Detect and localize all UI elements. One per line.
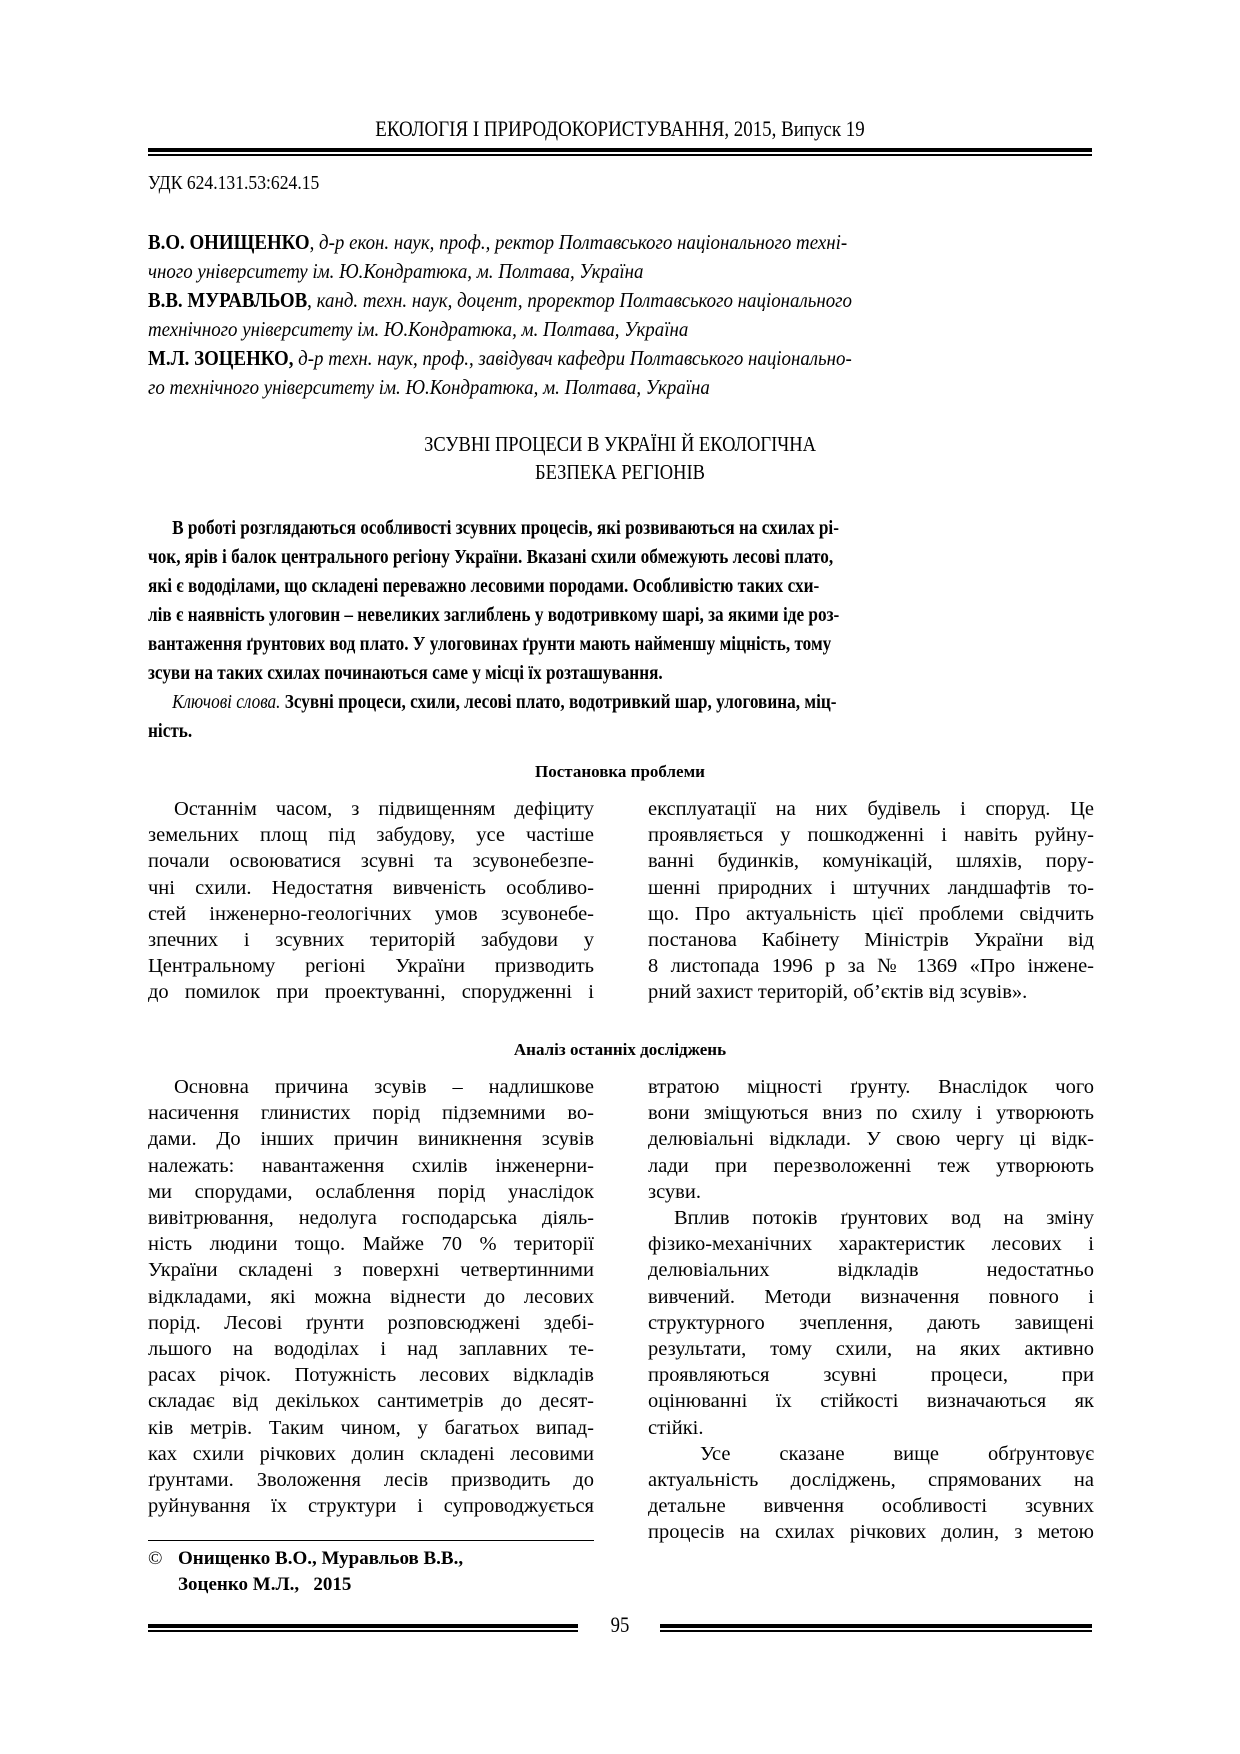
text-line: почали освоюватися зсувні та зсувонебезпе- <box>148 850 594 873</box>
copyright-authors: Онищенко В.О., Муравльов В.В., <box>178 1548 464 1569</box>
text-line: України складені з поверхні четвертинними <box>148 1259 594 1282</box>
text-line: актуальність досліджень, спрямованих на <box>648 1469 1094 1492</box>
author-name: В.В. МУРАВЛЬОВ <box>148 288 308 312</box>
text-line: зпечних і зсувних територій забудови у <box>148 929 594 952</box>
text-line: проявляється у пошкодженні і навіть руйну- <box>648 824 1094 847</box>
text-line: ґрунтами. Зволоження лесів призводить до <box>148 1469 594 1492</box>
running-header-title: ЕКОЛОГІЯ І ПРИРОДОКОРИСТУВАННЯ, 2015, Випуск 19 <box>375 116 865 141</box>
copyright-authors-cont: Зоценко М.Л., 2015 <box>178 1574 352 1595</box>
keywords-line-cont: ність. <box>148 720 193 742</box>
copyright-icon: © <box>148 1548 163 1569</box>
paper-title <box>148 430 1092 486</box>
text-line: льшого на вододілах і над заплавних те- <box>148 1338 594 1361</box>
keywords-label: Ключові слова. <box>172 691 281 713</box>
text-line: втратою міцності ґрунту. Внаслідок чого <box>648 1076 1094 1098</box>
text-line: належать: навантаження схилів інженерни- <box>148 1154 594 1177</box>
text-line: Останнім часом, з підвищенням дефіциту <box>174 798 594 820</box>
keywords-text: Зсувні процеси, схили, лесові плато, водотривкий шар, улоговина, міц- <box>280 691 837 713</box>
text-line: процесів на схилах річкових долин, з метою <box>648 1521 1094 1544</box>
text-line: постанова Кабінету Міністрів України від <box>648 929 1094 952</box>
author-affiliation: д-р техн. наук, проф., завідувач кафедри Полтавського національно- <box>298 346 852 370</box>
text-line: рний захист територій, об’єктів від зсувів». <box>648 981 1028 1004</box>
text-line: лади при перезволоженні теж утворюють <box>648 1154 1094 1177</box>
text-line: вивчений. Методи визначення повного і <box>648 1285 1094 1308</box>
section-2-left-column <box>148 1074 594 1519</box>
text-line: ках схили річкових долин складені лесовими <box>148 1442 594 1465</box>
udk-code: УДК 624.131.53:624.15 <box>148 172 320 194</box>
keywords-line <box>148 688 960 717</box>
author-affiliation: канд. техн. наук, доцент, проректор Полтавського національного <box>316 288 852 312</box>
text-line: стей інженерно-геологічних умов зсувонебе- <box>148 902 594 925</box>
abstract <box>148 514 1092 746</box>
section-1-right-column <box>648 796 1094 1006</box>
text-line: руйнування їх структури і супроводжується <box>148 1495 594 1518</box>
abstract-line: вантаження ґрунтових вод плато. У улоговинах ґрунти мають найменшу міцність, тому <box>148 633 832 655</box>
text-line: делювіальних відкладів недостатньо <box>648 1259 1094 1282</box>
text-line: Усе сказане вище обґрунтовує <box>700 1442 1094 1465</box>
author-name: М.Л. ЗОЦЕНКО, <box>148 346 294 370</box>
copyright-notice <box>148 1546 608 1598</box>
text-line: Вплив потоків ґрунтових вод на зміну <box>674 1207 1094 1230</box>
author-entry <box>148 228 1092 286</box>
text-line: що. Про актуальність цієї проблеми свідчить <box>648 902 1094 925</box>
text-line: ків метрів. Таким чином, у багатьох випад- <box>148 1416 594 1439</box>
paper-title-line: БЕЗПЕКА РЕГІОНІВ <box>535 460 705 484</box>
text-line: земельних площ під забудову, усе частіше <box>148 824 594 847</box>
text-line: оцінюванні їх стійкості визначаються як <box>648 1390 1094 1413</box>
footnote-rule <box>148 1540 594 1541</box>
section-heading: Постановка проблеми <box>535 762 705 781</box>
text-line: детальне вивчення особливості зсувних <box>648 1495 1094 1518</box>
author-list <box>148 228 1092 402</box>
footer-double-rule-right <box>660 1624 1092 1628</box>
text-line: стійкі. <box>648 1416 704 1439</box>
text-line: ванні будинків, комунікацій, шляхів, пору- <box>648 850 1094 873</box>
section-2-right-column <box>648 1074 1094 1546</box>
separator: , <box>309 230 320 254</box>
text-line: насичення глинистих порід підземними во- <box>148 1102 594 1125</box>
author-entry <box>148 344 1092 402</box>
author-affiliation: д-р екон. наук, проф., ректор Полтавського національного техні- <box>319 230 848 254</box>
author-affiliation-cont: го технічного університету ім. Ю.Кондратюка, м. Полтава, Україна <box>148 375 710 399</box>
section-heading: Аналіз останніх досліджень <box>513 1040 727 1059</box>
text-line: експлуатації на них будівель і споруд. Це <box>648 798 1094 820</box>
text-line: вивітрювання, недолуга господарська діяль- <box>148 1207 594 1230</box>
abstract-line: зсуви на таких схилах починаються саме у місці їх розташування. <box>148 662 663 684</box>
section-1-left-column <box>148 796 594 1006</box>
text-line: шенні природних і штучних ландшафтів то- <box>648 876 1094 899</box>
text-line: результати, тому схили, на яких активно <box>648 1338 1094 1361</box>
author-name: В.О. ОНИЩЕНКО <box>148 230 310 254</box>
author-affiliation-cont: технічного університету ім. Ю.Кондратюка, м. Полтава, Україна <box>148 317 689 341</box>
separator: , <box>307 288 317 312</box>
text-line: Основна причина зсувів – надлишкове <box>174 1076 594 1098</box>
text-line: 8 листопада 1996 р за № 1369 «Про інжене- <box>648 955 1094 978</box>
text-line: делювіальні відклади. У свою чергу ці відк- <box>648 1128 1094 1151</box>
abstract-line: чок, ярів і балок центрального регіону України. Вказані схили обмежують лесові плато, <box>148 546 834 568</box>
header-double-rule <box>148 148 1092 152</box>
text-line: до помилок при проектуванні, спорудженні і <box>148 981 594 1004</box>
text-line: вони зміщуються вниз по схилу і утворюють <box>648 1102 1094 1125</box>
page-number: 95 <box>610 1612 630 1637</box>
author-entry <box>148 286 1092 344</box>
text-line: порід. Лесові ґрунти розповсюджені здебі- <box>148 1311 594 1334</box>
abstract-line: лів є наявність улоговин – невеликих заглиблень у водотривкому шарі, за якими іде роз- <box>148 604 840 626</box>
text-line: ми спорудами, ослаблення порід унаслідок <box>148 1180 594 1203</box>
text-line: зсуви. <box>648 1180 701 1203</box>
abstract-line: В роботі розглядаються особливості зсувних процесів, які розвиваються на схилах рі- <box>172 517 839 539</box>
text-line: проявляються зсувні процеси, при <box>648 1364 1094 1387</box>
footer-double-rule-left <box>148 1624 578 1628</box>
paper-title-line: ЗСУВНІ ПРОЦЕСИ В УКРАЇНІ Й ЕКОЛОГІЧНА <box>424 432 816 456</box>
text-line: складає від декількох сантиметрів до десят- <box>148 1390 594 1413</box>
text-line: Центральному регіоні України призводить <box>148 955 594 978</box>
text-line: чні схили. Недостатня вивченість особливо- <box>148 876 594 899</box>
text-line: відкладами, які можна віднести до лесових <box>148 1285 594 1308</box>
text-line: дами. До інших причин виникнення зсувів <box>148 1128 594 1151</box>
text-line: структурного зчеплення, дають завищені <box>648 1311 1094 1334</box>
abstract-line: які є вододілами, що складені переважно лесовими породами. Особливістю таких схи- <box>148 575 820 597</box>
text-line: фізико-механічних характеристик лесових і <box>648 1233 1094 1256</box>
text-line: расах річок. Потужність лесових відкладів <box>148 1364 594 1387</box>
author-affiliation-cont: чного університету ім. Ю.Кондратюка, м. Полтава, Україна <box>148 259 644 283</box>
text-line: ність людини тощо. Майже 70 % території <box>148 1233 594 1256</box>
